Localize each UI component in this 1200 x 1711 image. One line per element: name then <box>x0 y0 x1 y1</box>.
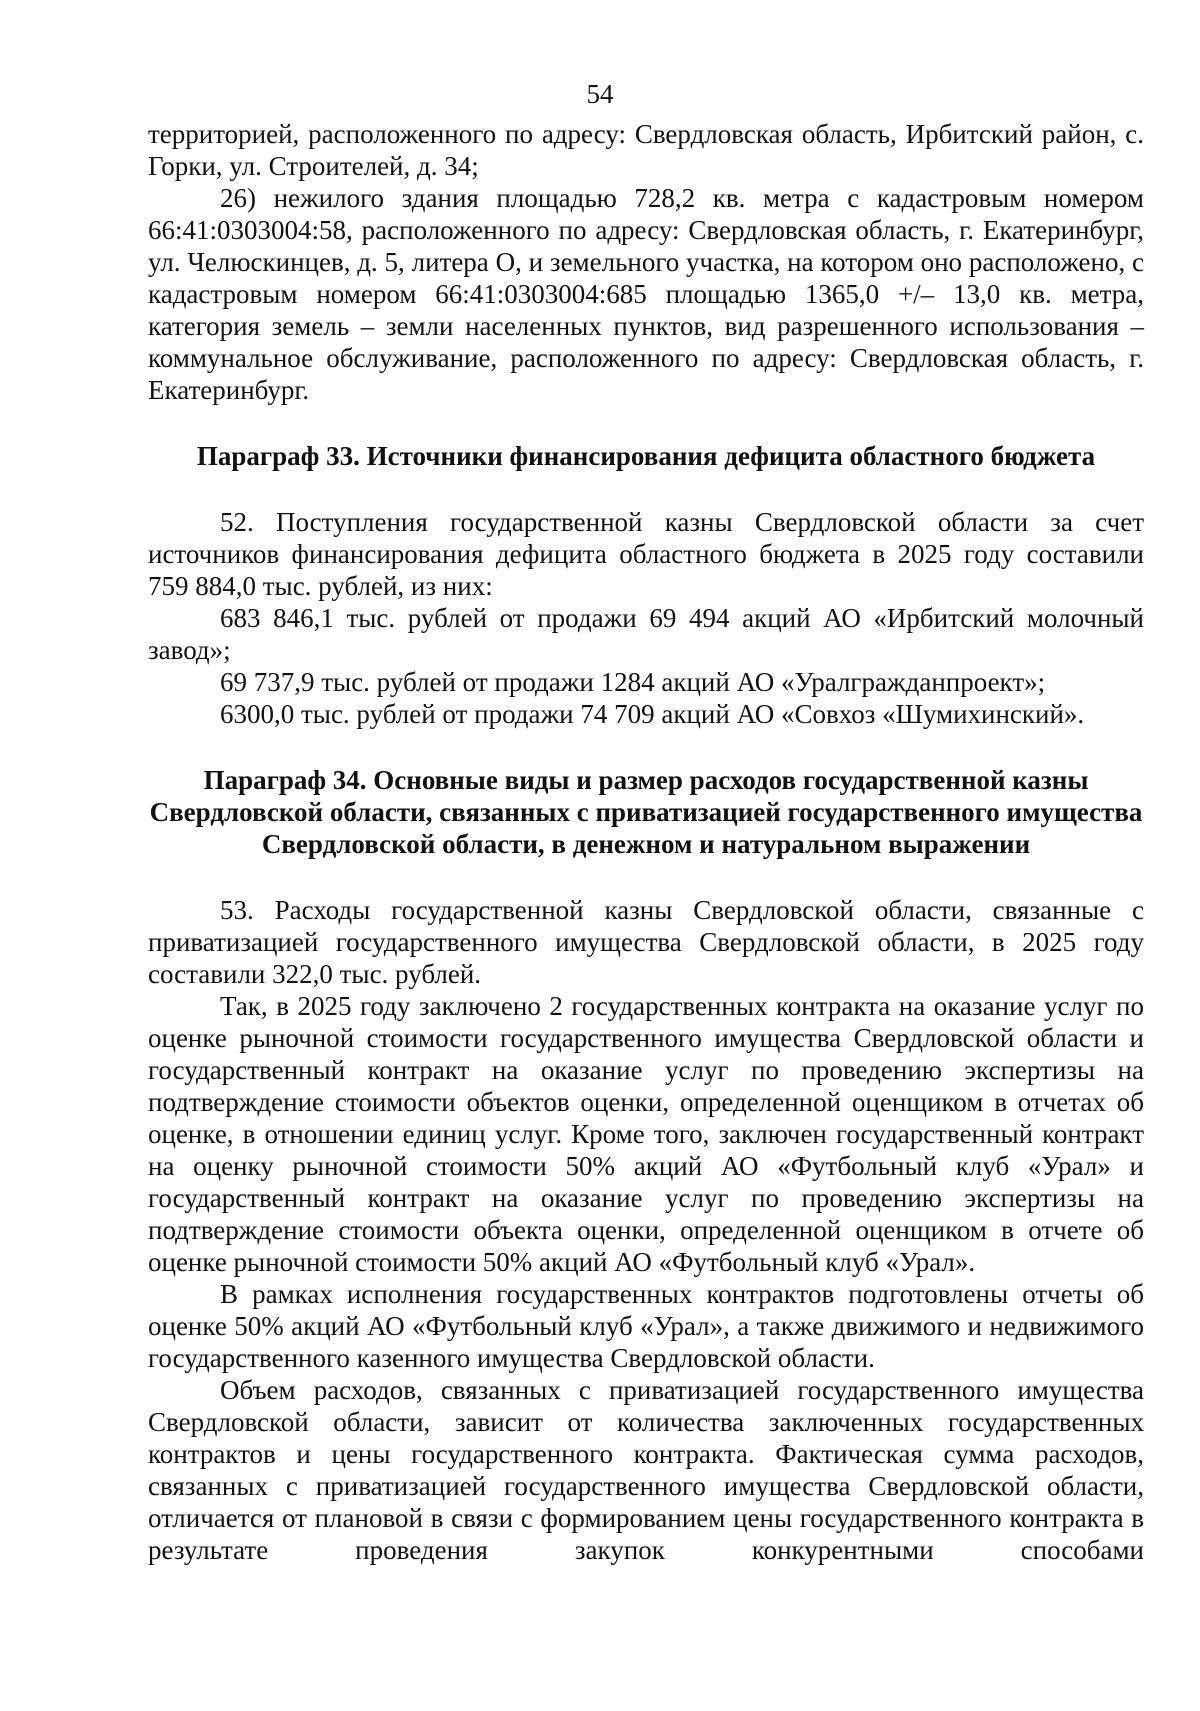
paragraph-contracts: Так, в 2025 году заключено 2 государственных контракта на оказание услуг по оценке рыночной стоимости государственного имущества Свердловской области и государственный контракт на оказание услуг по проведению экспертизы на подтверждение стоимости объектов оценки, определенной оценщиком в отчетах об оценке, в отношении единиц услуг. Кроме того, заключен государственный контракт на оценку рыночной стоимости 50% акций АО «Футбольный клуб «Урал» и государственный контракт на оказание услуг по проведению экспертизы на подтверждение стоимости объекта оценки, определенной оценщиком в отчете об оценке рыночной стоимости 50% акций АО «Футбольный клуб «Урал». <box>148 991 1144 1277</box>
paragraph-item-52: 52. Поступления государственной казны Свердловской области за счет источников финансирования дефицита областного бюджета в 2025 году составили 759 884,0 тыс. рублей, из них: <box>148 507 1144 601</box>
paragraph-reports: В рамках исполнения государственных контрактов подготовлены отчеты об оценке 50% акций АО «Футбольный клуб «Урал», а также движимого и недвижимого государственного казенного имущества Свердловской области. <box>148 1279 1144 1373</box>
section-heading-34: Параграф 34. Основные виды и размер расходов государственной казны Свердловской области, связанных с приватизацией государственного имущества Свердловской области, в денежном и натуральном выражении <box>149 765 1143 859</box>
paragraph-sale-irbit: 683 846,1 тыс. рублей от продажи 69 494 акций АО «Ирбитский молочный завод»; <box>148 603 1144 665</box>
paragraph-sale-shumikhinsky: 6300,0 тыс. рублей от продажи 74 709 акций АО «Совхоз «Шумихинский». <box>220 699 1085 729</box>
paragraph-item-26: 26) нежилого здания площадью 728,2 кв. метра с кадастровым номером 66:41:0303004:58, расположенного по адресу: Свердловская область, г. Екатеринбург, ул. Челюскинцев, д. 5, литера О, и земельного участка, на котором оно расположено, с кадастровым номером 66:41:0303004:685 площадью 1365,0 +/– 13,0 кв. метра, категория земель – земли населенных пунктов, вид разрешенного использования – коммунальное обслуживание, расположенного по адресу: Свердловская область, г. Екатеринбург. <box>148 183 1144 405</box>
paragraph-sale-uralgrazhdanproekt: 69 737,9 тыс. рублей от продажи 1284 акций АО «Уралгражданпроект»; <box>220 667 1046 697</box>
document-body <box>148 118 1144 1566</box>
section-heading-33: Параграф 33. Источники финансирования дефицита областного бюджета <box>196 441 1096 471</box>
paragraph-item-53: 53. Расходы государственной казны Свердловской области, связанные с приватизацией государственного имущества Свердловской области, в 2025 году составили 322,0 тыс. рублей. <box>148 895 1144 989</box>
page-number: 54 <box>586 79 614 109</box>
paragraph-continuation: территорией, расположенного по адресу: Свердловская область, Ирбитский район, с. Горки, ул. Строителей, д. 34; <box>148 119 1144 181</box>
paragraph-expense-volume: Объем расходов, связанных с приватизацией государственного имущества Свердловской области, зависит от количества заключенных государственных контрактов и цены государственного контракта. Фактическая сумма расходов, связанных с приватизацией государственного имущества Свердловской области, отличается от плановой в связи с формированием цены государственного контракта в результате проведения закупок конкурентными способами <box>148 1375 1144 1565</box>
